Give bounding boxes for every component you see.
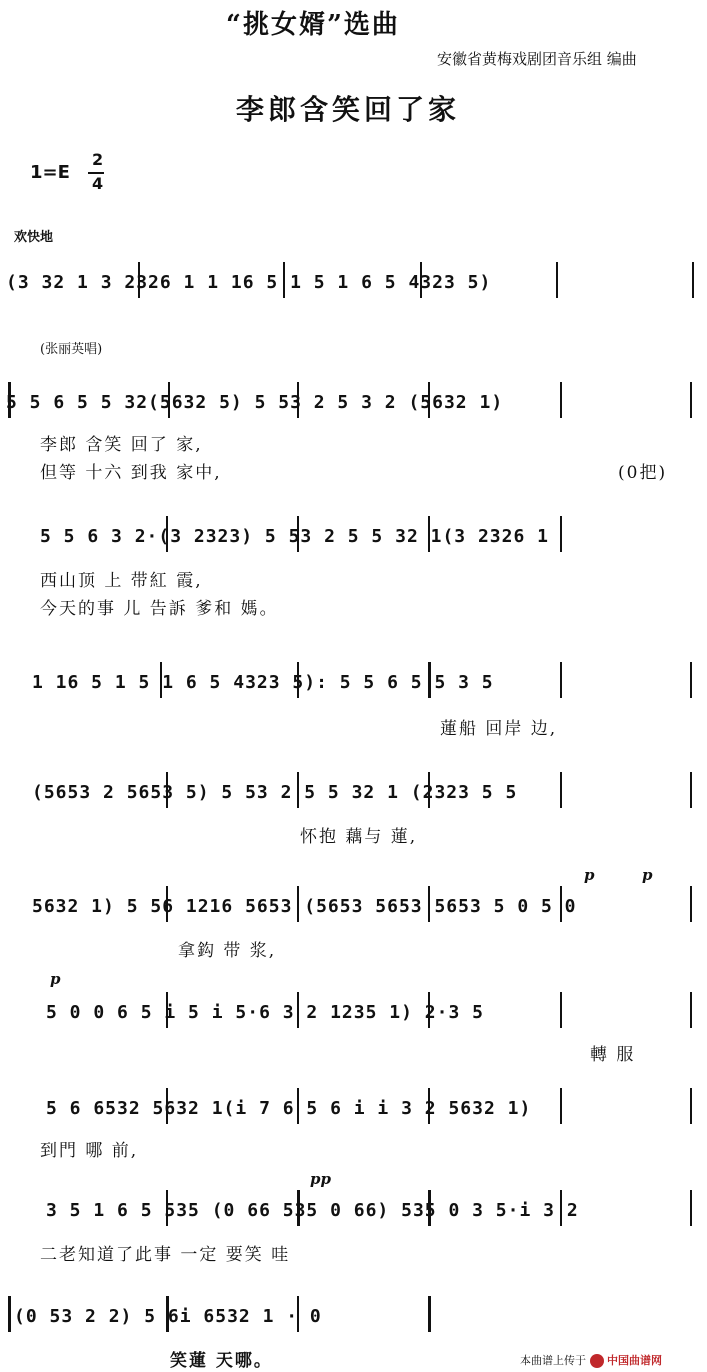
bar-line — [690, 992, 692, 1028]
bar-line — [166, 886, 168, 922]
final-bar — [428, 1296, 431, 1332]
repeat-bar — [428, 662, 431, 698]
bar-line — [166, 516, 168, 552]
bar-line — [428, 1088, 430, 1124]
bar-line — [560, 1190, 562, 1226]
notation-row-3: 5 5 6 3 2·(3 2323) 5 53 2 5 5 32 1(3 2326 1 — [40, 526, 549, 547]
notation-row-10: (0 53 2 2) 5 6i 6532 1 · 0 — [14, 1306, 322, 1327]
notation-row-2: 5 5 6 5 5 32(5632 5) 5 53 2 5 3 2 (5632 1) — [6, 392, 504, 413]
bar-line — [297, 662, 299, 698]
bar-line — [690, 886, 692, 922]
lyric-row-2a: 李郎 含笑 回了 家, — [40, 435, 203, 455]
bar-line — [166, 1190, 168, 1226]
notation-row-1: (3 32 1 3 2326 1 1 16 5 1 5 1 6 5 4323 5) — [6, 272, 492, 293]
bar-line — [166, 772, 168, 808]
notation-row-4: 1 16 5 1 5 1 6 5 4323 5): 5 5 6 5 5 3 5 — [32, 672, 494, 693]
dynamic-mark: p — [642, 866, 653, 884]
bar-line — [428, 772, 430, 808]
bar-line — [297, 992, 299, 1028]
singer-note: (张丽英唱) — [40, 342, 103, 357]
bar-line — [166, 992, 168, 1028]
lyric-row-5: 怀抱 藕与 蓮, — [300, 827, 418, 847]
bar-line — [428, 382, 430, 418]
lyric-row-3b: 今天的事 儿 告訴 爹和 媽。 — [40, 599, 279, 619]
site-name: 中国曲谱网 — [607, 1354, 662, 1367]
bar-line — [690, 772, 692, 808]
bar-line — [560, 516, 562, 552]
notation-row-7: 5 0 0 6 5 i 5 i 5·6 3 2 1235 1) 2·3 5 — [46, 1002, 484, 1023]
bar-line — [690, 1088, 692, 1124]
bar-line — [168, 382, 170, 418]
repeat-bar — [8, 382, 11, 418]
site-logo-icon — [590, 1354, 604, 1368]
bar-line — [297, 1296, 299, 1332]
bar-line — [297, 772, 299, 808]
time-signature-top: 2 — [92, 150, 104, 169]
bar-line — [560, 662, 562, 698]
bar-line — [560, 382, 562, 418]
lyric-row-3a: 西山顶 上 带紅 霞, — [40, 571, 203, 591]
lyric-row-6: 拿鈎 带 浆, — [178, 941, 277, 961]
bar-line — [297, 516, 299, 552]
time-signature-bottom: 4 — [92, 174, 104, 193]
bar-line — [428, 516, 430, 552]
notation-row-6: 5632 1) 5 56 1216 5653 (5653 5653 5653 5 0 5 0 — [32, 896, 577, 917]
notation-row-5: (5653 2 5653 5) 5 53 2 5 5 32 1 (2323 5 5 — [32, 782, 518, 803]
bar-line — [297, 886, 299, 922]
bar-line — [428, 886, 430, 922]
song-title: 李郎含笑回了家 — [236, 93, 461, 126]
repeat-bar — [428, 1190, 431, 1226]
bar-line — [556, 262, 558, 298]
bar-line — [690, 1190, 692, 1226]
lyric-row-4: 蓮船 回岸 边, — [440, 719, 558, 739]
dynamic-mark: p — [584, 866, 595, 884]
bar-line — [166, 1088, 168, 1124]
notation-row-9: 3 5 1 6 5 535 (0 66 535 0 66) 535 0 3 5·i 3 2 — [46, 1200, 579, 1221]
key-signature: 1=E — [30, 162, 70, 183]
bar-line — [160, 662, 162, 698]
repeat-bar — [297, 1190, 300, 1226]
lyric-row-8: 到門 哪 前, — [40, 1141, 139, 1161]
tempo-marking: 欢快地 — [14, 230, 54, 245]
bar-line — [560, 886, 562, 922]
bar-line — [420, 262, 422, 298]
repeat-bar — [166, 1296, 169, 1332]
bar-line — [138, 262, 140, 298]
lyric-row-10: 笑蓮 天哪。 — [170, 1351, 273, 1371]
bar-line — [690, 662, 692, 698]
bar-line — [692, 262, 694, 298]
bar-line — [560, 772, 562, 808]
notation-row-8: 5 6 6532 5632 1(i 7 6 5 6 i i 3 2 5632 1) — [46, 1098, 532, 1119]
bar-line — [560, 992, 562, 1028]
lyric-row-7: 轉 服 — [590, 1045, 636, 1065]
bar-line — [297, 382, 299, 418]
bar-line — [690, 382, 692, 418]
upload-text: 本曲谱上传于 — [520, 1354, 586, 1367]
dynamic-mark: p — [50, 970, 61, 988]
footer-watermark — [520, 1352, 662, 1368]
bar-line — [297, 1088, 299, 1124]
composer-credit: 安徽省黄梅戏剧团音乐组 编曲 — [437, 50, 637, 68]
bar-line — [283, 262, 285, 298]
repeat-bar — [8, 1296, 11, 1332]
bar-line — [428, 992, 430, 1028]
bar-line — [560, 1088, 562, 1124]
lyric-row-2b: 但等 十六 到我 家中, — [40, 463, 222, 483]
collection-title: “挑女婿”选曲 — [226, 10, 400, 40]
lyric-row-9: 二老知道了此事 一定 要笑 哇 — [40, 1245, 291, 1265]
dynamic-mark: pp — [310, 1170, 331, 1188]
aside-note: (0把) — [618, 463, 668, 483]
